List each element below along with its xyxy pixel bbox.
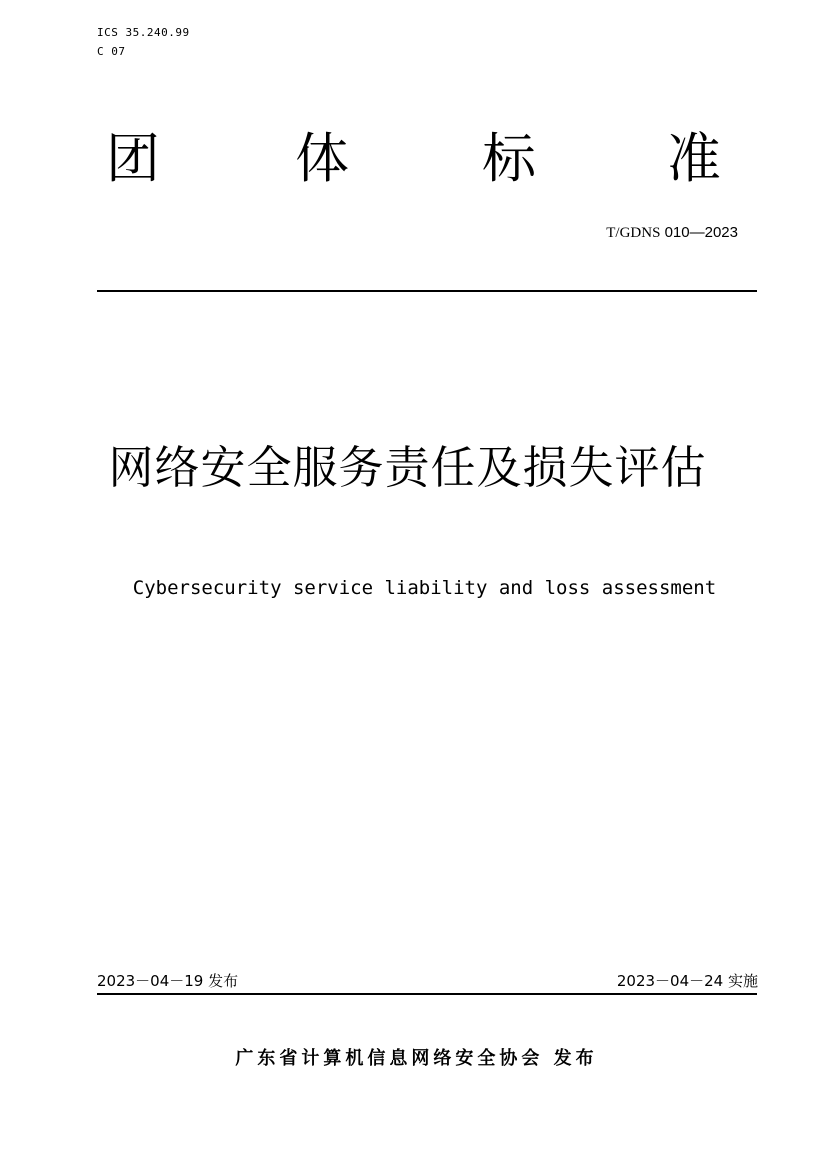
standard-number — [606, 224, 738, 242]
publisher: 广东省计算机信息网络安全协会 发布 — [235, 1048, 598, 1069]
standard-number-value: 010—2023 — [664, 224, 738, 241]
standard-number-prefix: T/GDNS — [606, 225, 661, 241]
document-title-chinese: 网络安全服务责任及损失评估 — [108, 441, 707, 494]
standard-category-char: 团 — [106, 127, 160, 190]
standard-category-char: 准 — [667, 127, 721, 190]
implementation-date: 2023－04－24 实施 — [616, 972, 758, 990]
issue-date: 2023－04－19 发布 — [97, 972, 239, 990]
bottom-divider — [97, 993, 757, 995]
document-title-english: Cybersecurity service liability and loss assessment — [132, 577, 717, 599]
standard-category-char: 标 — [482, 127, 536, 190]
top-divider — [97, 290, 757, 292]
ccs-code: C 07 — [97, 45, 126, 58]
standard-category-char: 体 — [295, 127, 349, 190]
ics-code: ICS 35.240.99 — [97, 26, 190, 39]
